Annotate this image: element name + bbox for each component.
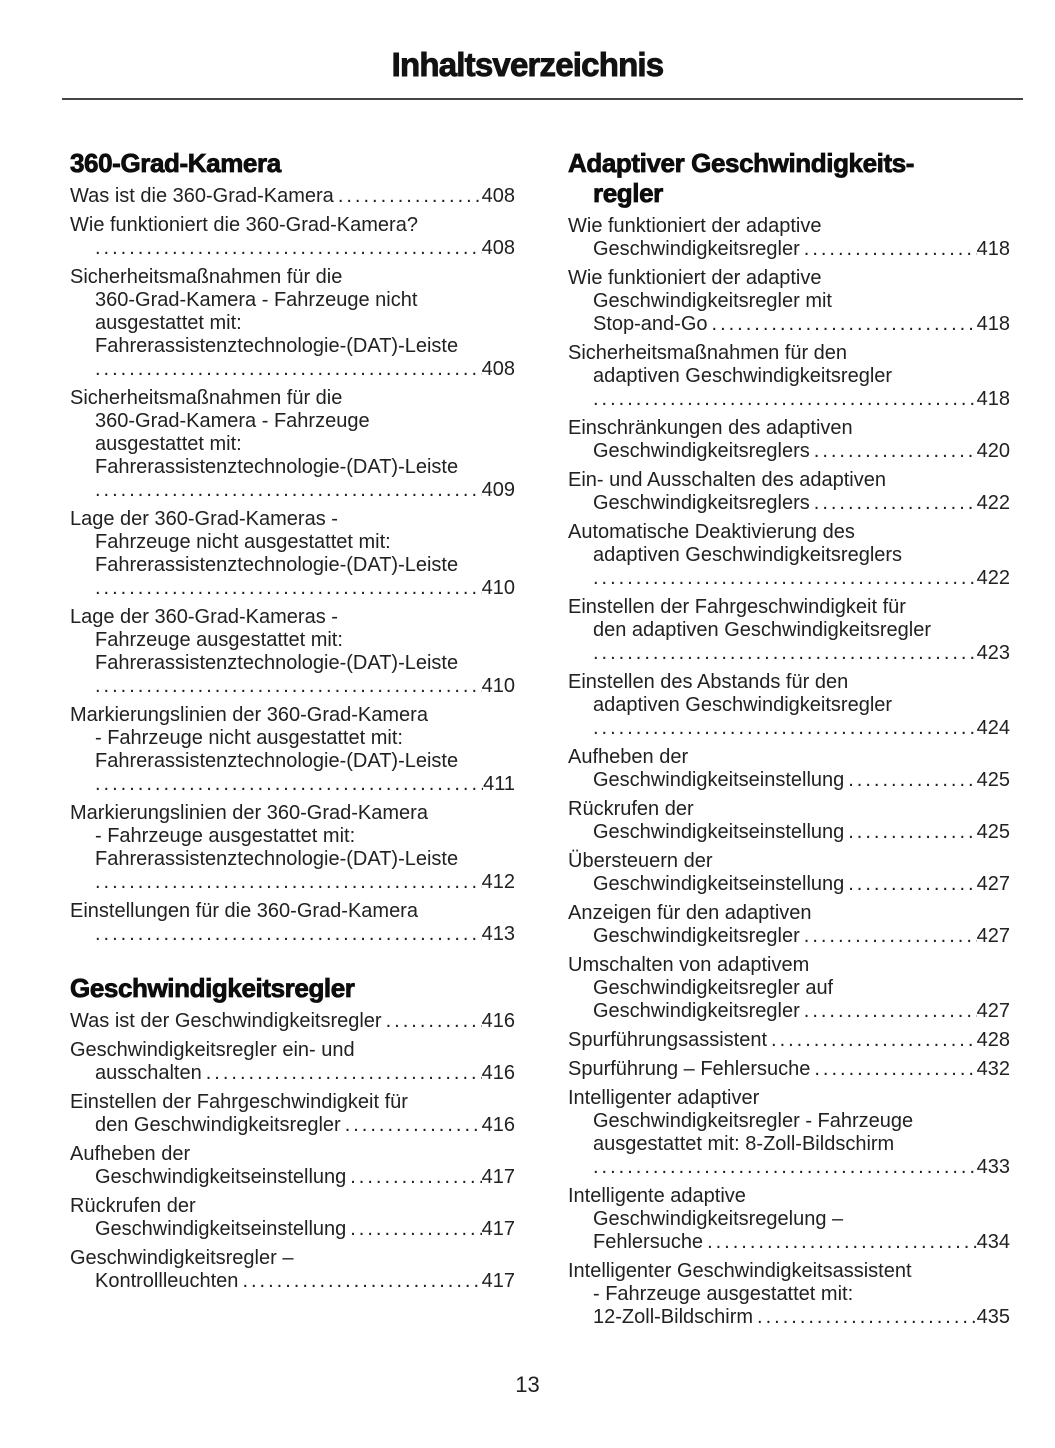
toc-entry[interactable] — [70, 1091, 515, 1137]
toc-entry[interactable] — [70, 266, 515, 381]
toc-entry-leader-row — [568, 1029, 1010, 1052]
toc-entry-leader-row — [70, 358, 515, 381]
toc-entry[interactable] — [70, 1010, 515, 1033]
dot-leader — [593, 717, 977, 740]
toc-entry-leader-row — [70, 1114, 515, 1137]
toc-entry-line: - Fahrzeuge ausgestattet mit: — [95, 825, 356, 847]
dot-leader — [95, 871, 482, 894]
toc-entry[interactable] — [568, 1087, 1010, 1179]
toc-entry-line: Fahrerassistenztechnologie-(DAT)-Leiste — [95, 848, 459, 870]
toc-entry-page-number: 423 — [976, 642, 1010, 664]
toc-entry-line: Aufheben der — [568, 746, 689, 768]
toc-entry-leader-row — [70, 871, 515, 894]
toc-entry-leader-row — [70, 1010, 515, 1033]
dot-leader — [804, 925, 977, 948]
dot-leader — [242, 1270, 481, 1293]
section-heading-line: Adaptiver Geschwindigkeits- — [568, 148, 915, 178]
toc-entry[interactable] — [568, 902, 1010, 948]
dot-leader — [707, 1231, 977, 1254]
toc-entry-line: Markierungslinien der 360-Grad-Kamera — [70, 802, 428, 824]
toc-entry-line: Übersteuern der — [568, 850, 713, 872]
page-number: 13 — [515, 1372, 540, 1397]
toc-entry-line: Lage der 360-Grad-Kameras - — [70, 606, 338, 628]
toc-entry-line: Markierungslinien der 360-Grad-Kamera — [70, 704, 428, 726]
dot-leader — [814, 1058, 976, 1081]
toc-section — [70, 973, 515, 1293]
toc-entry-leader-row — [70, 923, 515, 946]
toc-entry-line: Automatische Deaktivierung des — [568, 521, 855, 543]
dot-leader — [206, 1062, 482, 1085]
toc-entry-page-number: 410 — [481, 577, 515, 599]
toc-entry[interactable] — [568, 1058, 1010, 1081]
dot-leader — [386, 1010, 482, 1033]
toc-entry-line: Intelligenter Geschwindigkeitsassistent — [568, 1260, 912, 1282]
toc-entry-line: Geschwindigkeitsreglers — [593, 440, 810, 462]
dot-leader — [771, 1029, 977, 1052]
toc-entry-page-number: 427 — [976, 1000, 1010, 1022]
toc-entry[interactable] — [568, 596, 1010, 665]
toc-entry-line: Geschwindigkeitsregler — [593, 1000, 800, 1022]
toc-entry-line: Geschwindigkeitsregelung – — [593, 1208, 844, 1230]
dot-leader — [593, 567, 977, 590]
toc-entry-line: Geschwindigkeitseinstellung — [593, 873, 845, 895]
toc-entry-line: Was ist die 360-Grad-Kamera — [70, 185, 334, 207]
toc-entry-line: Wie funktioniert der adaptive — [568, 267, 822, 289]
toc-entry[interactable] — [70, 387, 515, 502]
toc-entry-line: ausgestattet mit: — [95, 312, 242, 334]
toc-entry-line: Geschwindigkeitseinstellung — [593, 821, 845, 843]
toc-entry[interactable] — [568, 469, 1010, 515]
toc-entry-leader-row — [568, 238, 1010, 261]
toc-entry-line: Sicherheitsmaßnahmen für die — [70, 387, 343, 409]
toc-entry-line: Fahrerassistenztechnologie-(DAT)-Leiste — [95, 750, 459, 772]
toc-entry[interactable] — [70, 185, 515, 208]
toc-entry-leader-row — [70, 1166, 515, 1189]
toc-entry-page-number: 408 — [481, 237, 515, 259]
toc-entry[interactable] — [568, 1185, 1010, 1254]
toc-entry-line: Geschwindigkeitsregler — [593, 925, 800, 947]
toc-entry-leader-row — [568, 1000, 1010, 1023]
toc-entry[interactable] — [70, 704, 515, 796]
toc-entry-line: Sicherheitsmaßnahmen für die — [70, 266, 343, 288]
toc-entry-leader-row — [70, 185, 515, 208]
toc-entry-leader-row — [568, 567, 1010, 590]
toc-entry-page-number: 416 — [481, 1010, 515, 1032]
toc-entry-line: Wie funktioniert der adaptive — [568, 215, 822, 237]
toc-entry[interactable] — [568, 1260, 1010, 1329]
dot-leader — [712, 313, 977, 336]
title-divider — [62, 98, 1023, 100]
toc-entry-leader-row — [568, 440, 1010, 463]
toc-entry[interactable] — [70, 1143, 515, 1189]
toc-entry[interactable] — [70, 802, 515, 894]
toc-entry[interactable] — [568, 417, 1010, 463]
toc-entry-line: Einschränkungen des adaptiven — [568, 417, 853, 439]
toc-entry-leader-row — [70, 1270, 515, 1293]
toc-entry[interactable] — [568, 1029, 1010, 1052]
toc-entry-page-number: 418 — [976, 238, 1010, 260]
toc-entry-line: Fahrerassistenztechnologie-(DAT)-Leiste — [95, 335, 459, 357]
toc-entry-line: Geschwindigkeitseinstellung — [95, 1218, 347, 1240]
toc-entry-leader-row — [568, 873, 1010, 896]
toc-left-column — [70, 148, 515, 1335]
toc-entry-page-number: 420 — [976, 440, 1010, 462]
toc-entry-page-number: 435 — [976, 1306, 1010, 1328]
toc-entry-leader-row — [70, 577, 515, 600]
toc-entry-page-number: 418 — [976, 313, 1010, 335]
toc-entry-line: Kontrollleuchten — [95, 1270, 239, 1292]
toc-entry-line: ausgestattet mit: — [95, 433, 242, 455]
dot-leader — [95, 577, 482, 600]
toc-entry[interactable] — [70, 1247, 515, 1293]
toc-entry[interactable] — [568, 521, 1010, 590]
toc-entry-page-number: 427 — [976, 925, 1010, 947]
toc-entry-page-number: 417 — [481, 1218, 515, 1240]
toc-entry-line: Einstellungen für die 360-Grad-Kamera — [70, 900, 418, 922]
dot-leader — [593, 1156, 977, 1179]
toc-entry-line: Geschwindigkeitsregler ein- und — [70, 1039, 355, 1061]
toc-entry-leader-row — [568, 1156, 1010, 1179]
toc-entry-page-number: 418 — [976, 388, 1010, 410]
toc-entry-leader-row — [70, 479, 515, 502]
toc-entry-leader-row — [568, 492, 1010, 515]
toc-entry-leader-row — [568, 717, 1010, 740]
toc-entry-line: Geschwindigkeitsregler - Fahrzeuge — [593, 1110, 914, 1132]
toc-entry[interactable] — [70, 900, 515, 946]
dot-leader — [804, 238, 977, 261]
toc-entry-page-number: 408 — [481, 358, 515, 380]
toc-right-column — [568, 148, 1010, 1335]
toc-entry-page-number: 416 — [481, 1062, 515, 1084]
toc-entry-leader-row — [70, 1062, 515, 1085]
dot-leader — [95, 479, 482, 502]
toc-entry-line: adaptiven Geschwindigkeitsreglers — [593, 544, 903, 566]
toc-entry-page-number: 422 — [976, 567, 1010, 589]
toc-entry-line: Geschwindigkeitsreglers — [593, 492, 810, 514]
dot-leader — [95, 237, 482, 260]
dot-leader — [338, 185, 482, 208]
toc-entry[interactable] — [568, 954, 1010, 1023]
toc-entry-line: Was ist der Geschwindigkeitsregler — [70, 1010, 382, 1032]
toc-entry-line: Fahrzeuge nicht ausgestattet mit: — [95, 531, 391, 553]
toc-entry[interactable] — [70, 508, 515, 600]
dot-leader — [848, 873, 976, 896]
page-title: Inhaltsverzeichnis — [391, 46, 664, 83]
toc-entry-leader-row — [70, 1218, 515, 1241]
dot-leader — [804, 1000, 977, 1023]
toc-entry-leader-row — [568, 642, 1010, 665]
dot-leader — [345, 1114, 482, 1137]
toc-entry-line: Fahrerassistenztechnologie-(DAT)-Leiste — [95, 456, 459, 478]
section-heading-line: 360-Grad-Kamera — [70, 148, 281, 178]
toc-entry-leader-row — [70, 237, 515, 260]
toc-entry-line: Geschwindigkeitsregler auf — [593, 977, 834, 999]
toc-entry[interactable] — [568, 798, 1010, 844]
toc-entry-leader-row — [568, 1306, 1010, 1329]
toc-entry[interactable] — [568, 267, 1010, 336]
toc-entry-line: Geschwindigkeitsregler — [593, 238, 800, 260]
toc-entry-line: Fahrerassistenztechnologie-(DAT)-Leiste — [95, 554, 459, 576]
toc-entry-line: 360-Grad-Kamera - Fahrzeuge nicht — [95, 289, 418, 311]
toc-entry-line: 12-Zoll-Bildschirm — [593, 1306, 754, 1328]
section-heading — [70, 973, 515, 1003]
toc-entry-line: Geschwindigkeitsregler – — [70, 1247, 294, 1269]
toc-entry-page-number: 427 — [976, 873, 1010, 895]
toc-entry-line: Spurführung – Fehlersuche — [568, 1058, 811, 1080]
toc-entry-leader-row — [568, 1231, 1010, 1254]
toc-entry-line: ausschalten — [95, 1062, 202, 1084]
toc-entry-line: Ein- und Ausschalten des adaptiven — [568, 469, 886, 491]
toc-entry-page-number: 422 — [976, 492, 1010, 514]
toc-entry-line: Sicherheitsmaßnahmen für den — [568, 342, 848, 364]
toc-entry-page-number: 432 — [976, 1058, 1010, 1080]
toc-entry-leader-row — [568, 388, 1010, 411]
toc-entry-line: Einstellen der Fahrgeschwindigkeit für — [568, 596, 906, 618]
toc-entry-leader-row — [568, 313, 1010, 336]
toc-entry-page-number: 413 — [481, 923, 515, 945]
dot-leader — [350, 1218, 481, 1241]
toc-entry-line: Intelligenter adaptiver — [568, 1087, 760, 1109]
toc-entry-line: - Fahrzeuge ausgestattet mit: — [593, 1283, 854, 1305]
toc-entry-line: Fahrerassistenztechnologie-(DAT)-Leiste — [95, 652, 459, 674]
toc-entry-leader-row — [568, 821, 1010, 844]
dot-leader — [757, 1306, 977, 1329]
toc-entry-line: adaptiven Geschwindigkeitsregler — [593, 694, 893, 716]
toc-entry-line: Geschwindigkeitseinstellung — [95, 1166, 347, 1188]
toc-entry-line: Aufheben der — [70, 1143, 191, 1165]
dot-leader — [848, 769, 976, 792]
toc-entry-page-number: 412 — [481, 871, 515, 893]
section-heading-line: regler — [593, 178, 663, 208]
toc-entry[interactable] — [70, 1195, 515, 1241]
dot-leader — [95, 773, 483, 796]
toc-entry[interactable] — [70, 606, 515, 698]
toc-entry-line: ausgestattet mit: 8-Zoll-Bildschirm — [593, 1133, 895, 1155]
toc-entry-leader-row — [568, 1058, 1010, 1081]
toc-entry[interactable] — [70, 214, 515, 260]
toc-entry-line: Lage der 360-Grad-Kameras - — [70, 508, 338, 530]
toc-columns — [70, 148, 1055, 1335]
toc-entry-line: Wie funktioniert die 360-Grad-Kamera? — [70, 214, 418, 236]
dot-leader — [593, 388, 977, 411]
toc-entry-page-number: 408 — [481, 185, 515, 207]
toc-entry-line: adaptiven Geschwindigkeitsregler — [593, 365, 893, 387]
section-heading — [70, 148, 515, 178]
dot-leader — [814, 440, 977, 463]
dot-leader — [95, 358, 482, 381]
toc-entry-page-number: 424 — [976, 717, 1010, 739]
toc-entry-leader-row — [70, 675, 515, 698]
toc-entry-page-number: 433 — [976, 1156, 1010, 1178]
section-heading-line: Geschwindigkeitsregler — [70, 973, 355, 1003]
toc-entry-page-number: 411 — [483, 773, 515, 795]
toc-entry-line: den Geschwindigkeitsregler — [95, 1114, 341, 1136]
dot-leader — [95, 923, 482, 946]
toc-entry-line: Rückrufen der — [568, 798, 694, 820]
toc-entry-leader-row — [70, 773, 515, 796]
toc-entry[interactable] — [568, 342, 1010, 411]
toc-entry-line: Fehlersuche — [593, 1231, 704, 1253]
dot-leader — [95, 675, 482, 698]
toc-entry-line: Stop-and-Go — [593, 313, 708, 335]
toc-entry-page-number: 425 — [976, 821, 1010, 843]
toc-section — [568, 148, 1010, 1329]
toc-entry-leader-row — [568, 769, 1010, 792]
toc-entry-line: - Fahrzeuge nicht ausgestattet mit: — [95, 727, 403, 749]
toc-entry-page-number: 417 — [481, 1270, 515, 1292]
toc-entry-page-number: 428 — [976, 1029, 1010, 1051]
toc-entry[interactable] — [568, 671, 1010, 740]
toc-entry-page-number: 425 — [976, 769, 1010, 791]
dot-leader — [350, 1166, 481, 1189]
toc-entry[interactable] — [70, 1039, 515, 1085]
toc-entry-page-number: 417 — [481, 1166, 515, 1188]
section-heading — [568, 148, 1010, 208]
toc-entry[interactable] — [568, 850, 1010, 896]
toc-entry-line: Umschalten von adaptivem — [568, 954, 810, 976]
toc-entry-line: den adaptiven Geschwindigkeitsregler — [593, 619, 931, 641]
toc-entry-line: Fahrzeuge ausgestattet mit: — [95, 629, 343, 651]
toc-entry-line: Rückrufen der — [70, 1195, 196, 1217]
dot-leader — [814, 492, 977, 515]
toc-entry-line: Einstellen der Fahrgeschwindigkeit für — [70, 1091, 408, 1113]
toc-entry-line: Geschwindigkeitsregler mit — [593, 290, 832, 312]
dot-leader — [593, 642, 977, 665]
toc-entry-line: Anzeigen für den adaptiven — [568, 902, 812, 924]
toc-entry[interactable] — [568, 215, 1010, 261]
toc-entry-line: Intelligente adaptive — [568, 1185, 746, 1207]
toc-entry-page-number: 409 — [481, 479, 515, 501]
toc-entry-line: Einstellen des Abstands für den — [568, 671, 849, 693]
toc-entry-page-number: 410 — [481, 675, 515, 697]
toc-section — [70, 148, 515, 946]
toc-entry-line: 360-Grad-Kamera - Fahrzeuge — [95, 410, 370, 432]
toc-entry-line: Geschwindigkeitseinstellung — [593, 769, 845, 791]
toc-entry-page-number: 434 — [976, 1231, 1010, 1253]
toc-entry-leader-row — [568, 925, 1010, 948]
toc-entry-page-number: 416 — [481, 1114, 515, 1136]
toc-entry[interactable] — [568, 746, 1010, 792]
dot-leader — [848, 821, 976, 844]
toc-entry-line: Spurführungsassistent — [568, 1029, 768, 1051]
